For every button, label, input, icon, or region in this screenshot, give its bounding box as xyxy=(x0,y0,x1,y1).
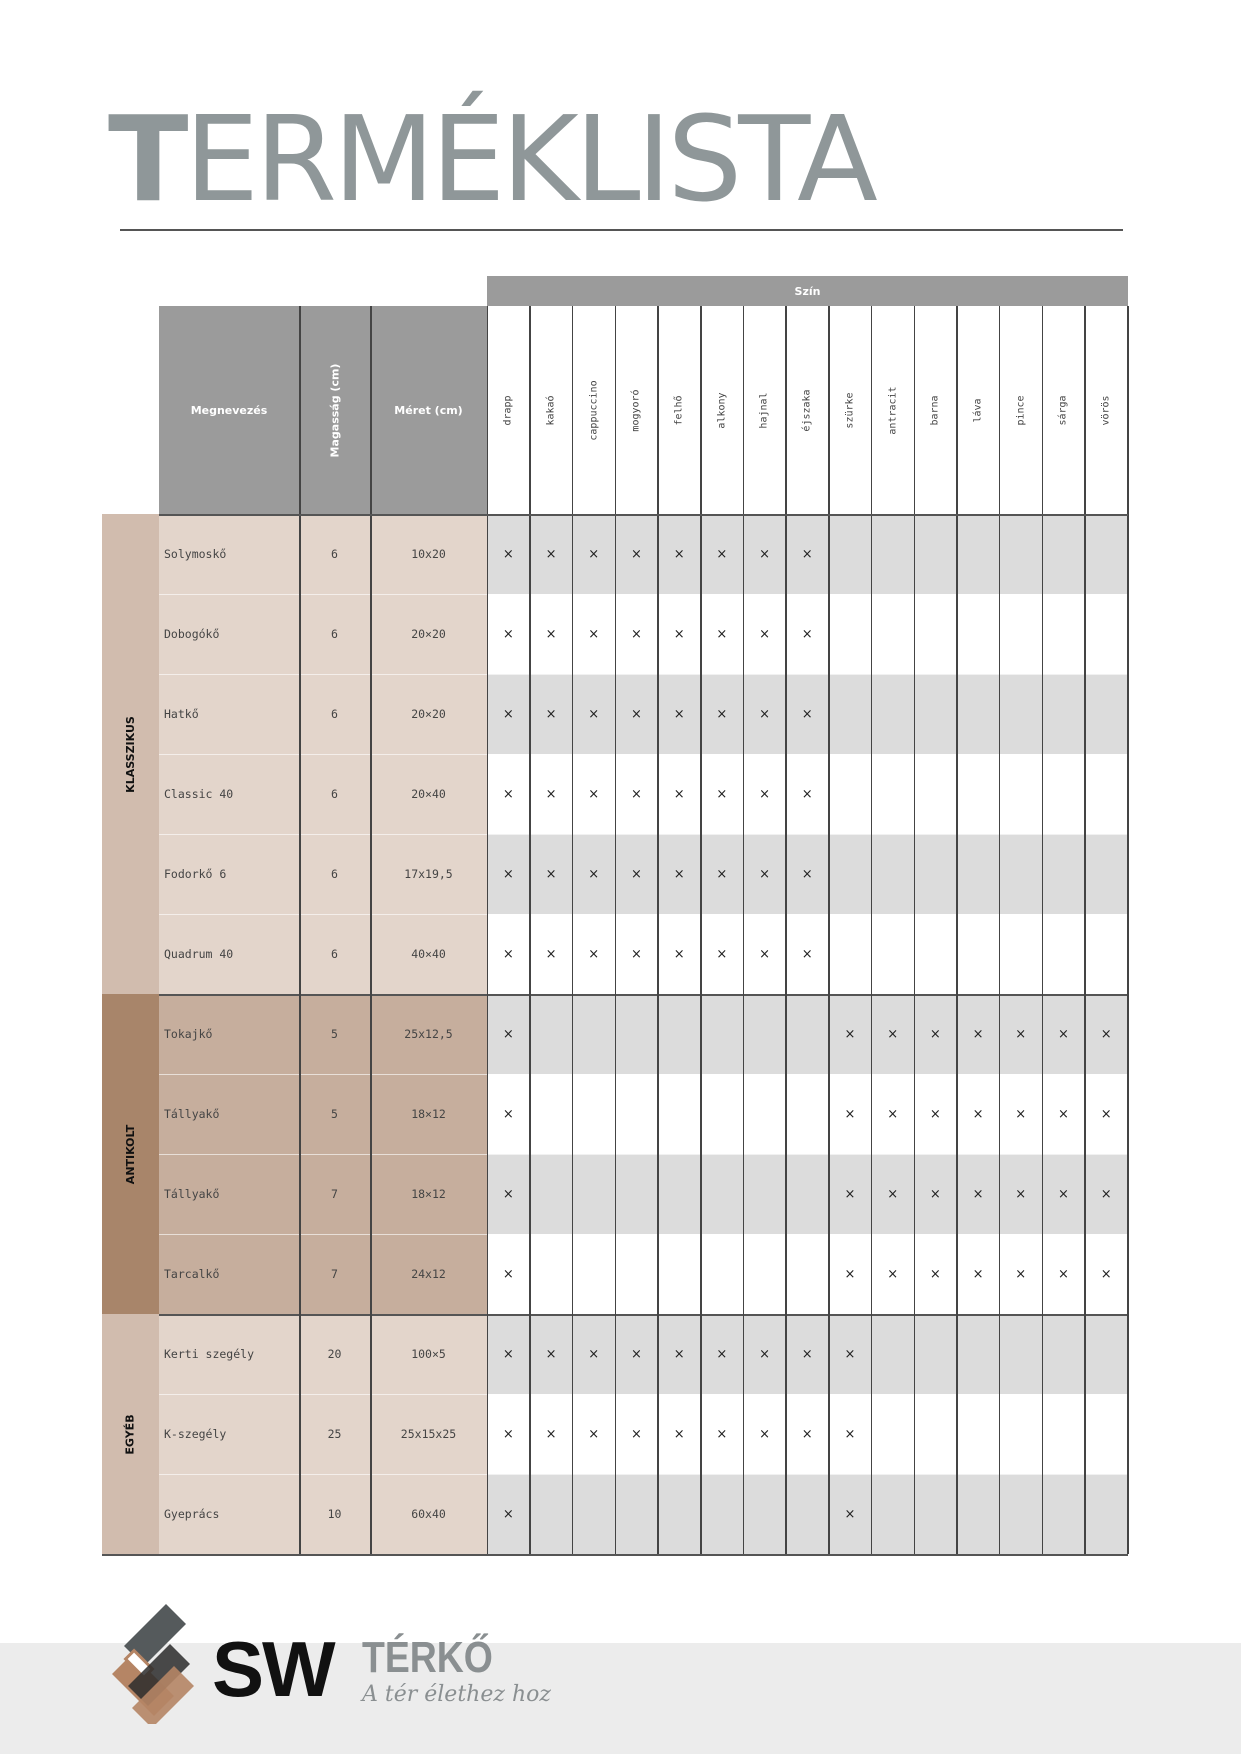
availability-mark: × xyxy=(673,706,685,722)
color-column-divider xyxy=(615,306,617,1554)
row-separator xyxy=(159,1234,1128,1235)
row-separator xyxy=(159,594,1128,595)
color-column-divider xyxy=(487,306,489,1554)
availability-mark: × xyxy=(673,866,685,882)
product-size: 100×5 xyxy=(411,1347,446,1361)
availability-mark: × xyxy=(972,1026,984,1042)
color-header-13 xyxy=(1042,306,1085,514)
color-header-label: Szín xyxy=(794,284,821,298)
color-column-divider xyxy=(657,306,659,1554)
availability-mark: × xyxy=(1015,1186,1027,1202)
product-height: 5 xyxy=(331,1027,338,1041)
color-header-label: mogyoró xyxy=(630,388,642,432)
availability-mark: × xyxy=(630,1346,642,1362)
availability-mark: × xyxy=(716,1346,728,1362)
availability-mark: × xyxy=(844,1426,856,1442)
color-column-divider xyxy=(956,306,958,1554)
availability-mark: × xyxy=(502,546,514,562)
header-bottom-border xyxy=(159,514,1128,516)
availability-mark: × xyxy=(887,1026,899,1042)
product-height: 6 xyxy=(331,867,338,881)
availability-mark: × xyxy=(1057,1106,1069,1122)
availability-mark: × xyxy=(588,946,600,962)
availability-mark: × xyxy=(502,946,514,962)
table-row xyxy=(159,1394,1128,1474)
product-name: Tállyakő xyxy=(164,1107,220,1121)
availability-mark: × xyxy=(673,946,685,962)
color-header-label: drapp xyxy=(502,394,514,426)
availability-mark: × xyxy=(716,546,728,562)
product-size: 10x20 xyxy=(411,547,446,561)
name-header-label: Megnevezés xyxy=(190,403,268,417)
color-column-divider xyxy=(871,306,873,1554)
product-name: Kerti szegély xyxy=(164,1347,255,1361)
product-name: Tokajkő xyxy=(164,1027,213,1041)
color-header-6 xyxy=(743,306,786,514)
product-height: 6 xyxy=(331,547,338,561)
product-name: Solymoskő xyxy=(164,547,227,561)
availability-mark: × xyxy=(588,706,600,722)
product-height: 10 xyxy=(327,1507,342,1521)
availability-mark: × xyxy=(1100,1266,1112,1282)
row-separator xyxy=(159,1154,1128,1155)
color-column-divider xyxy=(1042,306,1044,1554)
availability-mark: × xyxy=(502,1266,514,1282)
availability-mark: × xyxy=(844,1506,856,1522)
availability-mark: × xyxy=(1100,1106,1112,1122)
color-column-divider xyxy=(999,306,1001,1554)
availability-mark: × xyxy=(588,1346,600,1362)
availability-mark: × xyxy=(844,1346,856,1362)
height-header-label: Magasság (cm) xyxy=(328,363,341,457)
color-column-divider xyxy=(1084,306,1086,1554)
availability-mark: × xyxy=(801,546,813,562)
availability-mark: × xyxy=(502,706,514,722)
availability-mark: × xyxy=(502,626,514,642)
table-bottom-border xyxy=(102,1554,1128,1556)
color-column-divider xyxy=(700,306,702,1554)
availability-mark: × xyxy=(1015,1026,1027,1042)
availability-mark: × xyxy=(929,1026,941,1042)
color-header-label: alkony xyxy=(716,391,728,429)
product-name: Dobogókő xyxy=(164,627,220,641)
availability-mark: × xyxy=(844,1186,856,1202)
color-header-4 xyxy=(658,306,701,514)
availability-mark: × xyxy=(588,626,600,642)
availability-mark: × xyxy=(887,1266,899,1282)
product-size: 20×20 xyxy=(411,707,446,721)
product-name: Classic 40 xyxy=(164,787,234,801)
color-header-label: vörös xyxy=(1100,394,1112,426)
availability-mark: × xyxy=(801,786,813,802)
product-height: 7 xyxy=(331,1187,338,1201)
availability-mark: × xyxy=(1100,1186,1112,1202)
product-size: 40×40 xyxy=(411,947,446,961)
availability-mark: × xyxy=(801,1426,813,1442)
group-name: ANTIKOLT xyxy=(124,1124,138,1184)
color-column-divider xyxy=(743,306,745,1554)
availability-mark: × xyxy=(588,786,600,802)
availability-mark: × xyxy=(929,1106,941,1122)
availability-mark: × xyxy=(502,866,514,882)
color-header-11 xyxy=(957,306,1000,514)
availability-mark: × xyxy=(759,546,770,562)
color-header-label: barna xyxy=(929,394,941,426)
availability-mark: × xyxy=(545,1346,557,1362)
product-height: 6 xyxy=(331,627,338,641)
product-size: 20×40 xyxy=(411,787,446,801)
availability-mark: × xyxy=(716,626,728,642)
availability-mark: × xyxy=(716,946,728,962)
table-row xyxy=(159,754,1128,834)
table-row xyxy=(159,1154,1128,1234)
availability-mark: × xyxy=(801,626,813,642)
color-header-3 xyxy=(615,306,658,514)
availability-mark: × xyxy=(929,1186,941,1202)
product-name: Fodorkő 6 xyxy=(164,867,227,881)
product-size: 20×20 xyxy=(411,627,446,641)
color-header-0 xyxy=(487,306,530,514)
color-header-10 xyxy=(914,306,957,514)
availability-mark: × xyxy=(673,546,685,562)
color-header-7 xyxy=(786,306,829,514)
product-height: 6 xyxy=(331,707,338,721)
color-header-9 xyxy=(871,306,914,514)
availability-mark: × xyxy=(844,1106,856,1122)
size-header-label: Méret (cm) xyxy=(394,403,463,417)
availability-mark: × xyxy=(630,786,642,802)
availability-mark: × xyxy=(972,1106,984,1122)
column-divider xyxy=(299,306,301,1554)
availability-mark: × xyxy=(801,1346,813,1362)
availability-mark: × xyxy=(887,1186,899,1202)
group-name: KLASSZIKUS xyxy=(124,715,137,793)
availability-mark: × xyxy=(759,866,770,882)
table-row xyxy=(159,594,1128,674)
color-header-5 xyxy=(701,306,744,514)
availability-mark: × xyxy=(759,946,770,962)
product-height: 6 xyxy=(331,947,338,961)
group-label-0 xyxy=(102,514,159,994)
availability-mark: × xyxy=(630,1426,642,1442)
availability-mark: × xyxy=(759,1426,770,1442)
color-header-label: felhő xyxy=(673,394,685,426)
availability-mark: × xyxy=(630,706,642,722)
logo-name: TÉRKŐ xyxy=(362,1633,493,1682)
product-size: 25x15x25 xyxy=(400,1427,457,1441)
product-name: K-szegély xyxy=(164,1427,227,1441)
logo-tagline: A tér élethez hoz xyxy=(362,1682,551,1707)
product-name: Tállyakő xyxy=(164,1187,220,1201)
availability-mark: × xyxy=(630,866,642,882)
availability-mark: × xyxy=(759,706,770,722)
table-row xyxy=(159,1474,1128,1554)
table-row xyxy=(159,514,1128,594)
availability-mark: × xyxy=(588,546,600,562)
product-name: Hatkő xyxy=(164,707,199,721)
availability-mark: × xyxy=(545,866,557,882)
table-row xyxy=(159,994,1128,1074)
name-column-header xyxy=(159,306,299,514)
availability-mark: × xyxy=(630,626,642,642)
availability-mark: × xyxy=(588,866,600,882)
table-row xyxy=(159,674,1128,754)
availability-mark: × xyxy=(716,1426,728,1442)
row-separator xyxy=(159,754,1128,755)
table-row xyxy=(159,834,1128,914)
color-header-label: éjszaka xyxy=(801,388,813,432)
column-divider xyxy=(370,306,372,1554)
availability-mark: × xyxy=(716,706,728,722)
availability-mark: × xyxy=(1015,1106,1027,1122)
row-stripe xyxy=(487,1474,1128,1554)
availability-mark: × xyxy=(759,1346,770,1362)
availability-mark: × xyxy=(630,546,642,562)
title-initial: T xyxy=(108,90,185,228)
product-name: Gyeprács xyxy=(164,1507,220,1521)
availability-mark: × xyxy=(1057,1026,1069,1042)
row-separator xyxy=(159,674,1128,675)
page-title xyxy=(108,90,874,228)
color-header-label: kakaó xyxy=(545,394,557,426)
row-separator xyxy=(159,1394,1128,1395)
group-name: EGYÉB xyxy=(123,1413,137,1455)
availability-mark: × xyxy=(844,1266,856,1282)
product-height: 20 xyxy=(327,1347,342,1361)
group-label-2 xyxy=(102,1314,159,1554)
availability-mark: × xyxy=(759,626,770,642)
availability-mark: × xyxy=(545,786,557,802)
color-column-divider xyxy=(828,306,830,1554)
availability-mark: × xyxy=(972,1186,984,1202)
product-size: 18×12 xyxy=(411,1107,446,1121)
size-column-header xyxy=(370,306,487,514)
color-column-header xyxy=(487,276,1128,306)
product-height: 5 xyxy=(331,1107,338,1121)
availability-mark: × xyxy=(844,1026,856,1042)
color-header-label: sárga xyxy=(1057,394,1069,426)
availability-mark: × xyxy=(502,1506,514,1522)
product-height: 7 xyxy=(331,1267,338,1281)
availability-mark: × xyxy=(545,546,557,562)
availability-mark: × xyxy=(801,946,813,962)
color-header-1 xyxy=(530,306,573,514)
color-column-divider xyxy=(1127,306,1129,1554)
color-header-8 xyxy=(829,306,872,514)
availability-mark: × xyxy=(887,1106,899,1122)
availability-mark: × xyxy=(801,706,813,722)
availability-mark: × xyxy=(545,1426,557,1442)
row-separator xyxy=(159,1314,1128,1316)
availability-mark: × xyxy=(1057,1266,1069,1282)
group-label-1 xyxy=(102,994,159,1314)
title-rest: ERMÉKLISTA xyxy=(184,90,874,228)
availability-mark: × xyxy=(1015,1266,1027,1282)
table-row xyxy=(159,1314,1128,1394)
availability-mark: × xyxy=(1100,1026,1112,1042)
availability-mark: × xyxy=(716,786,728,802)
color-header-2 xyxy=(572,306,615,514)
color-header-14 xyxy=(1085,306,1128,514)
availability-mark: × xyxy=(588,1426,600,1442)
height-column-header xyxy=(299,306,370,514)
availability-mark: × xyxy=(673,786,685,802)
logo-brand: SW xyxy=(212,1625,334,1713)
product-height: 25 xyxy=(327,1427,342,1441)
row-separator xyxy=(159,1074,1128,1075)
availability-mark: × xyxy=(1057,1186,1069,1202)
availability-mark: × xyxy=(502,1186,514,1202)
color-column-divider xyxy=(914,306,916,1554)
availability-mark: × xyxy=(716,866,728,882)
availability-mark: × xyxy=(545,706,557,722)
availability-mark: × xyxy=(630,946,642,962)
color-column-divider xyxy=(785,306,787,1554)
availability-mark: × xyxy=(801,866,813,882)
availability-mark: × xyxy=(759,786,770,802)
row-separator xyxy=(159,834,1128,835)
color-header-label: cappuccino xyxy=(588,379,600,441)
availability-mark: × xyxy=(673,1346,685,1362)
availability-mark: × xyxy=(545,946,557,962)
availability-mark: × xyxy=(929,1266,941,1282)
availability-mark: × xyxy=(502,1426,514,1442)
color-header-label: pince xyxy=(1015,394,1027,426)
availability-mark: × xyxy=(502,786,514,802)
table-row xyxy=(159,1074,1128,1154)
product-name: Quadrum 40 xyxy=(164,947,234,961)
product-size: 60x40 xyxy=(411,1507,446,1521)
availability-mark: × xyxy=(502,1026,514,1042)
product-height: 6 xyxy=(331,787,338,801)
color-column-divider xyxy=(529,306,531,1554)
row-separator xyxy=(159,914,1128,915)
product-size: 18×12 xyxy=(411,1187,446,1201)
color-header-label: szürke xyxy=(844,391,856,429)
color-column-divider xyxy=(572,306,574,1554)
product-name: Tarcalkő xyxy=(164,1267,220,1281)
color-header-label: láva xyxy=(972,397,984,423)
availability-mark: × xyxy=(502,1106,514,1122)
color-header-label: hajnal xyxy=(759,391,771,429)
color-header-label: antracit xyxy=(887,385,899,435)
title-divider xyxy=(120,229,1123,231)
product-size: 17x19,5 xyxy=(404,867,453,881)
product-size: 24x12 xyxy=(411,1267,446,1281)
availability-mark: × xyxy=(502,1346,514,1362)
table-row xyxy=(159,914,1128,994)
row-separator xyxy=(159,1474,1128,1475)
row-separator xyxy=(159,994,1128,996)
color-header-12 xyxy=(999,306,1042,514)
availability-mark: × xyxy=(545,626,557,642)
product-size: 25x12,5 xyxy=(404,1027,453,1041)
availability-mark: × xyxy=(673,1426,685,1442)
table-row xyxy=(159,1234,1128,1314)
availability-mark: × xyxy=(673,626,685,642)
availability-mark: × xyxy=(972,1266,984,1282)
